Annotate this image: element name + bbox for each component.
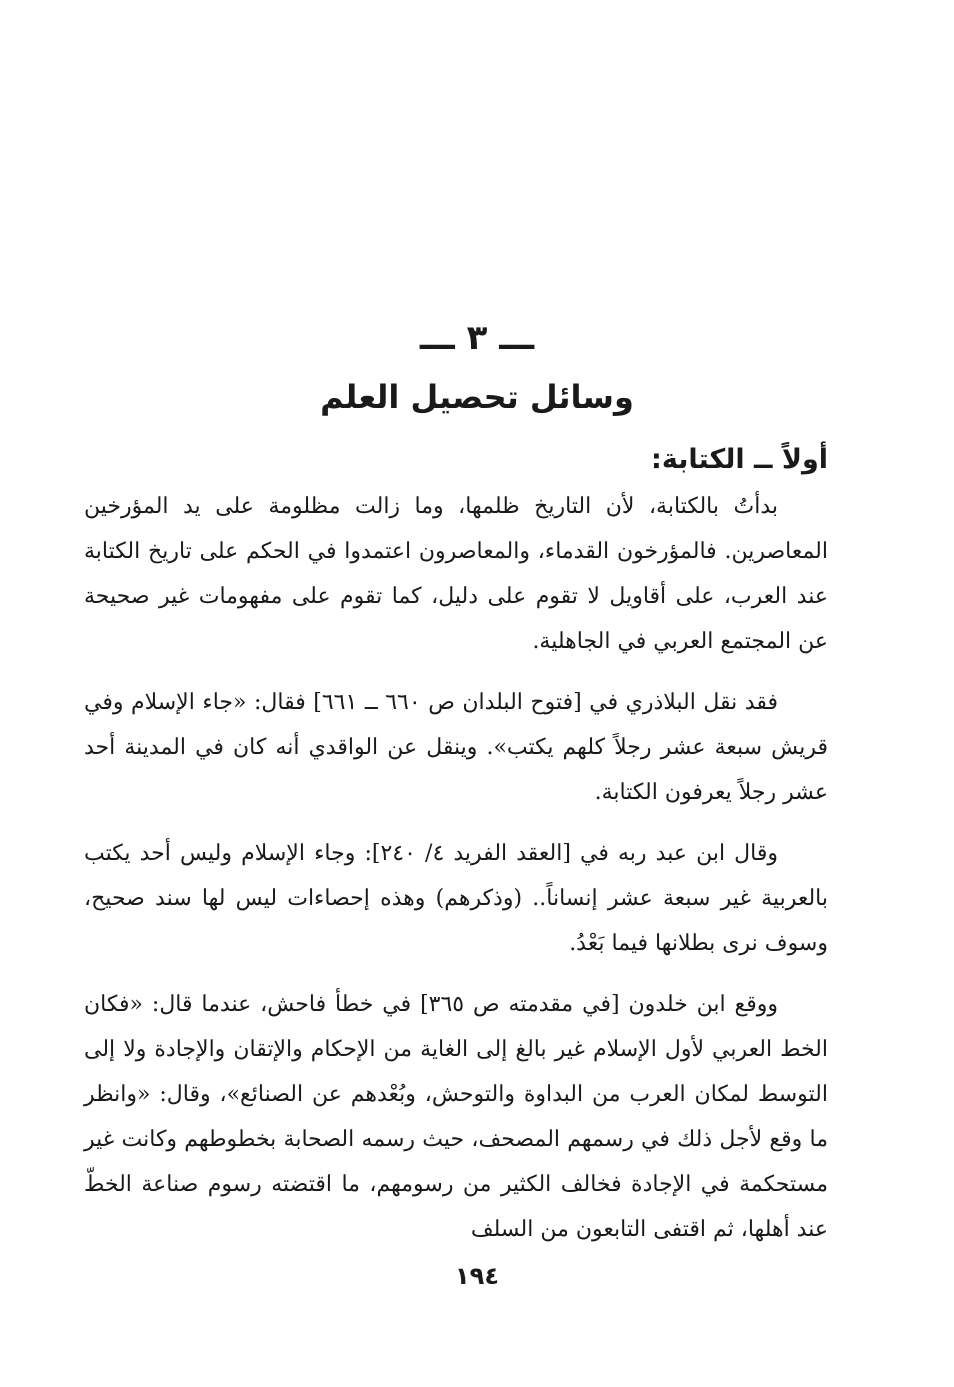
paragraph: وقال ابن عبد ربه في [العقد الفريد ٤/ ٢٤٠]: وجاء الإسلام وليس أحد يكتب بالعربية غير سبعة عشر إنساناً.. (وذكرهم) وهذه إحصاءات ليس لها سند صحيح، وسوف نرى بطلانها فيما بَعْدُ. [84,841,828,956]
section-heading: أولاً ــ الكتابة: [651,444,828,475]
chapter-title: وسائل تحصيل العلم [320,378,634,416]
paragraph: بدأتُ بالكتابة، لأن التاريخ ظلمها، وما زالت مظلومة على يد المؤرخين المعاصرين. فالمؤرخون القدماء، والمعاصرون اعتمدوا في الحكم على تاريخ الكتابة عند العرب، على أقاويل لا تقوم على دليل، كما تقوم على مفهومات غير صحيحة عن المجتمع العربي في الجاهلية. [84,494,828,654]
body-text [84,484,828,1268]
paragraph: ووقع ابن خلدون [في مقدمته ص ٣٦٥] في خطأ فاحش، عندما قال: «فكان الخط العربي لأول الإسلام غير بالغ إلى الغاية من الإحكام والإتقان والإجادة ولا إلى التوسط لمكان العرب من البداوة والتوحش، وبُعْدهم عن الصنائع»، وقال: «وانظر ما وقع لأجل ذلك في رسمهم المصحف، حيث رسمه الصحابة بخطوطهم وكانت غير مستحكمة في الإجادة فخالف الكثير من رسومهم، ما اقتضته رسوم صناعة الخطّ عند أهلها، ثم اقتفى التابعون من السلف [84,992,828,1242]
page-number: ١٩٤ [455,1262,499,1290]
paragraph: فقد نقل البلاذري في [فتوح البلدان ص ٦٦٠ ــ ٦٦١] فقال: «جاء الإسلام وفي قريش سبعة عشر رجلاً كلهم يكتب». وينقل عن الواقدي أنه كان في المدينة أحد عشر رجلاً يعرفون الكتابة. [84,690,828,805]
chapter-number: ـــ ٣ ـــ [419,318,535,358]
